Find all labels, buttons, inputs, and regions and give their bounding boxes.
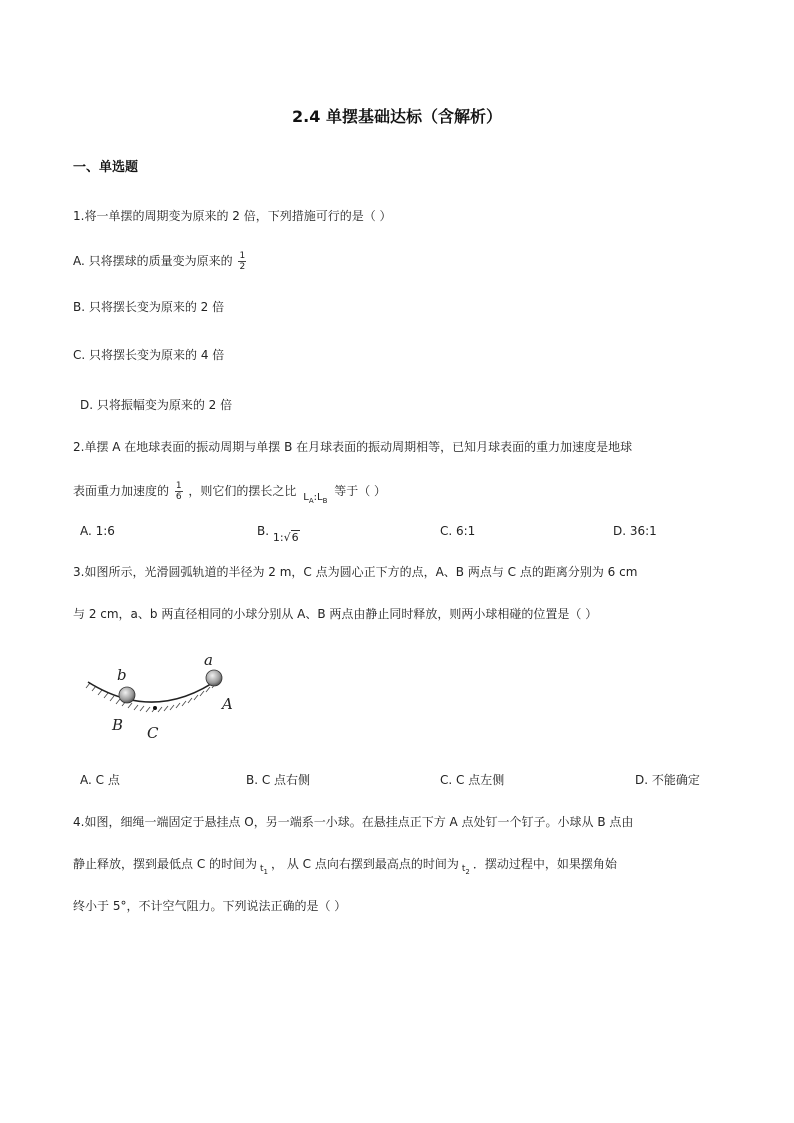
- ratio-sub-b: B: [322, 497, 328, 505]
- ratio-prefix: 1:: [272, 531, 284, 544]
- q4-line-1: 4.如图，细绳一端固定于悬挂点 O，另一端系一小球。在悬挂点正下方 A 点处钉一个钉子。小球从 B 点由: [73, 815, 634, 829]
- q2-line-2: [73, 481, 386, 504]
- ratio-colon: :: [313, 492, 317, 503]
- q4-line-2-post: ．摆动过程中，如果摆角始: [472, 857, 617, 871]
- q2-option-b-label: B.: [257, 524, 270, 538]
- q2-fraction: [175, 481, 183, 502]
- q1-stem: 1.将一单摆的周期变为原来的 2 倍，下列措施可行的是（ ）: [73, 209, 392, 223]
- q3-option-b: B. C 点右侧: [246, 773, 311, 787]
- fraction-numerator: 1: [239, 251, 246, 261]
- q2-length-ratio: [303, 492, 327, 503]
- q1-option-a-text: A. 只将摆球的质量变为原来的: [73, 254, 233, 268]
- arc-track: [88, 678, 220, 702]
- q2-line-2-post: 等于（ ）: [334, 484, 387, 498]
- ratio-sub-a: A: [308, 497, 314, 505]
- t2-subscript: 2: [465, 867, 470, 876]
- label-C: C: [147, 724, 159, 742]
- arc-track-figure: [80, 646, 250, 746]
- q2-line-2-pre: 表面重力加速度的: [73, 484, 170, 498]
- ball-b: [119, 687, 135, 703]
- q1-option-c: C. 只将摆长变为原来的 4 倍: [73, 348, 225, 362]
- q4-t2: [462, 864, 470, 874]
- q1-option-a-fraction: [238, 251, 246, 272]
- ratio-l1: L: [303, 492, 309, 503]
- label-B: B: [112, 716, 124, 734]
- sqrt-symbol: √: [283, 531, 291, 544]
- section-heading: 一、单选题: [73, 160, 139, 175]
- q4-t1: [260, 864, 268, 874]
- q1-option-a: [73, 251, 248, 272]
- ratio-l2: L: [317, 492, 323, 503]
- t1-symbol: t: [260, 864, 264, 874]
- q3-option-d: D. 不能确定: [635, 773, 700, 787]
- page-title: 2.4 单摆基础达标（含解析）: [292, 107, 502, 126]
- sqrt-radicand: 6: [291, 531, 299, 544]
- q3-line-2: 与 2 cm，a、b 两直径相同的小球分别从 A、B 两点由静止同时释放，则两小球相碰的位置是（ ）: [73, 607, 598, 621]
- q3-option-c: C. C 点左侧: [440, 773, 505, 787]
- q4-line-2-pre: 静止释放，摆到最低点 C 的时间为: [73, 857, 258, 871]
- q4-line-3: 终小于 5°，不计空气阻力。下列说法正确的是（ ）: [73, 899, 347, 913]
- fraction-numerator: 1: [175, 481, 182, 491]
- label-A: A: [222, 695, 233, 713]
- fraction-denominator: 2: [239, 262, 246, 272]
- t1-subscript: 1: [263, 867, 269, 876]
- q2-option-b: [257, 523, 300, 544]
- q2-option-b-value: [273, 531, 300, 544]
- label-a: a: [204, 651, 213, 669]
- q1-option-d: D. 只将振幅变为原来的 2 倍: [80, 398, 233, 412]
- q2-option-d: D. 36:1: [613, 524, 657, 538]
- q3-option-a: A. C 点: [80, 773, 120, 787]
- fraction-denominator: 6: [175, 492, 182, 502]
- label-b: b: [117, 666, 127, 684]
- q2-option-c: C. 6:1: [440, 524, 476, 538]
- q4-line-2: [73, 856, 617, 877]
- t2-symbol: t: [461, 864, 466, 874]
- q2-line-2-mid: ，则它们的摆长之比: [188, 484, 297, 498]
- q2-line-1: 2.单摆 A 在地球表面的振动周期与单摆 B 在月球表面的振动周期相等，已知月球表面的重力加速度是地球: [73, 440, 633, 454]
- track-hatching: [86, 683, 216, 712]
- q3-line-1: 3.如图所示，光滑圆弧轨道的半径为 2 m，C 点为圆心正下方的点，A、B 两点与 C 点的距离分别为 6 cm: [73, 565, 638, 579]
- q1-option-b: B. 只将摆长变为原来的 2 倍: [73, 300, 225, 314]
- point-c-marker: [153, 706, 157, 710]
- q4-line-2-mid: ， 从 C 点向右摆到最高点的时间为: [271, 857, 459, 871]
- ball-a: [206, 670, 222, 686]
- q2-option-a: A. 1:6: [80, 524, 115, 538]
